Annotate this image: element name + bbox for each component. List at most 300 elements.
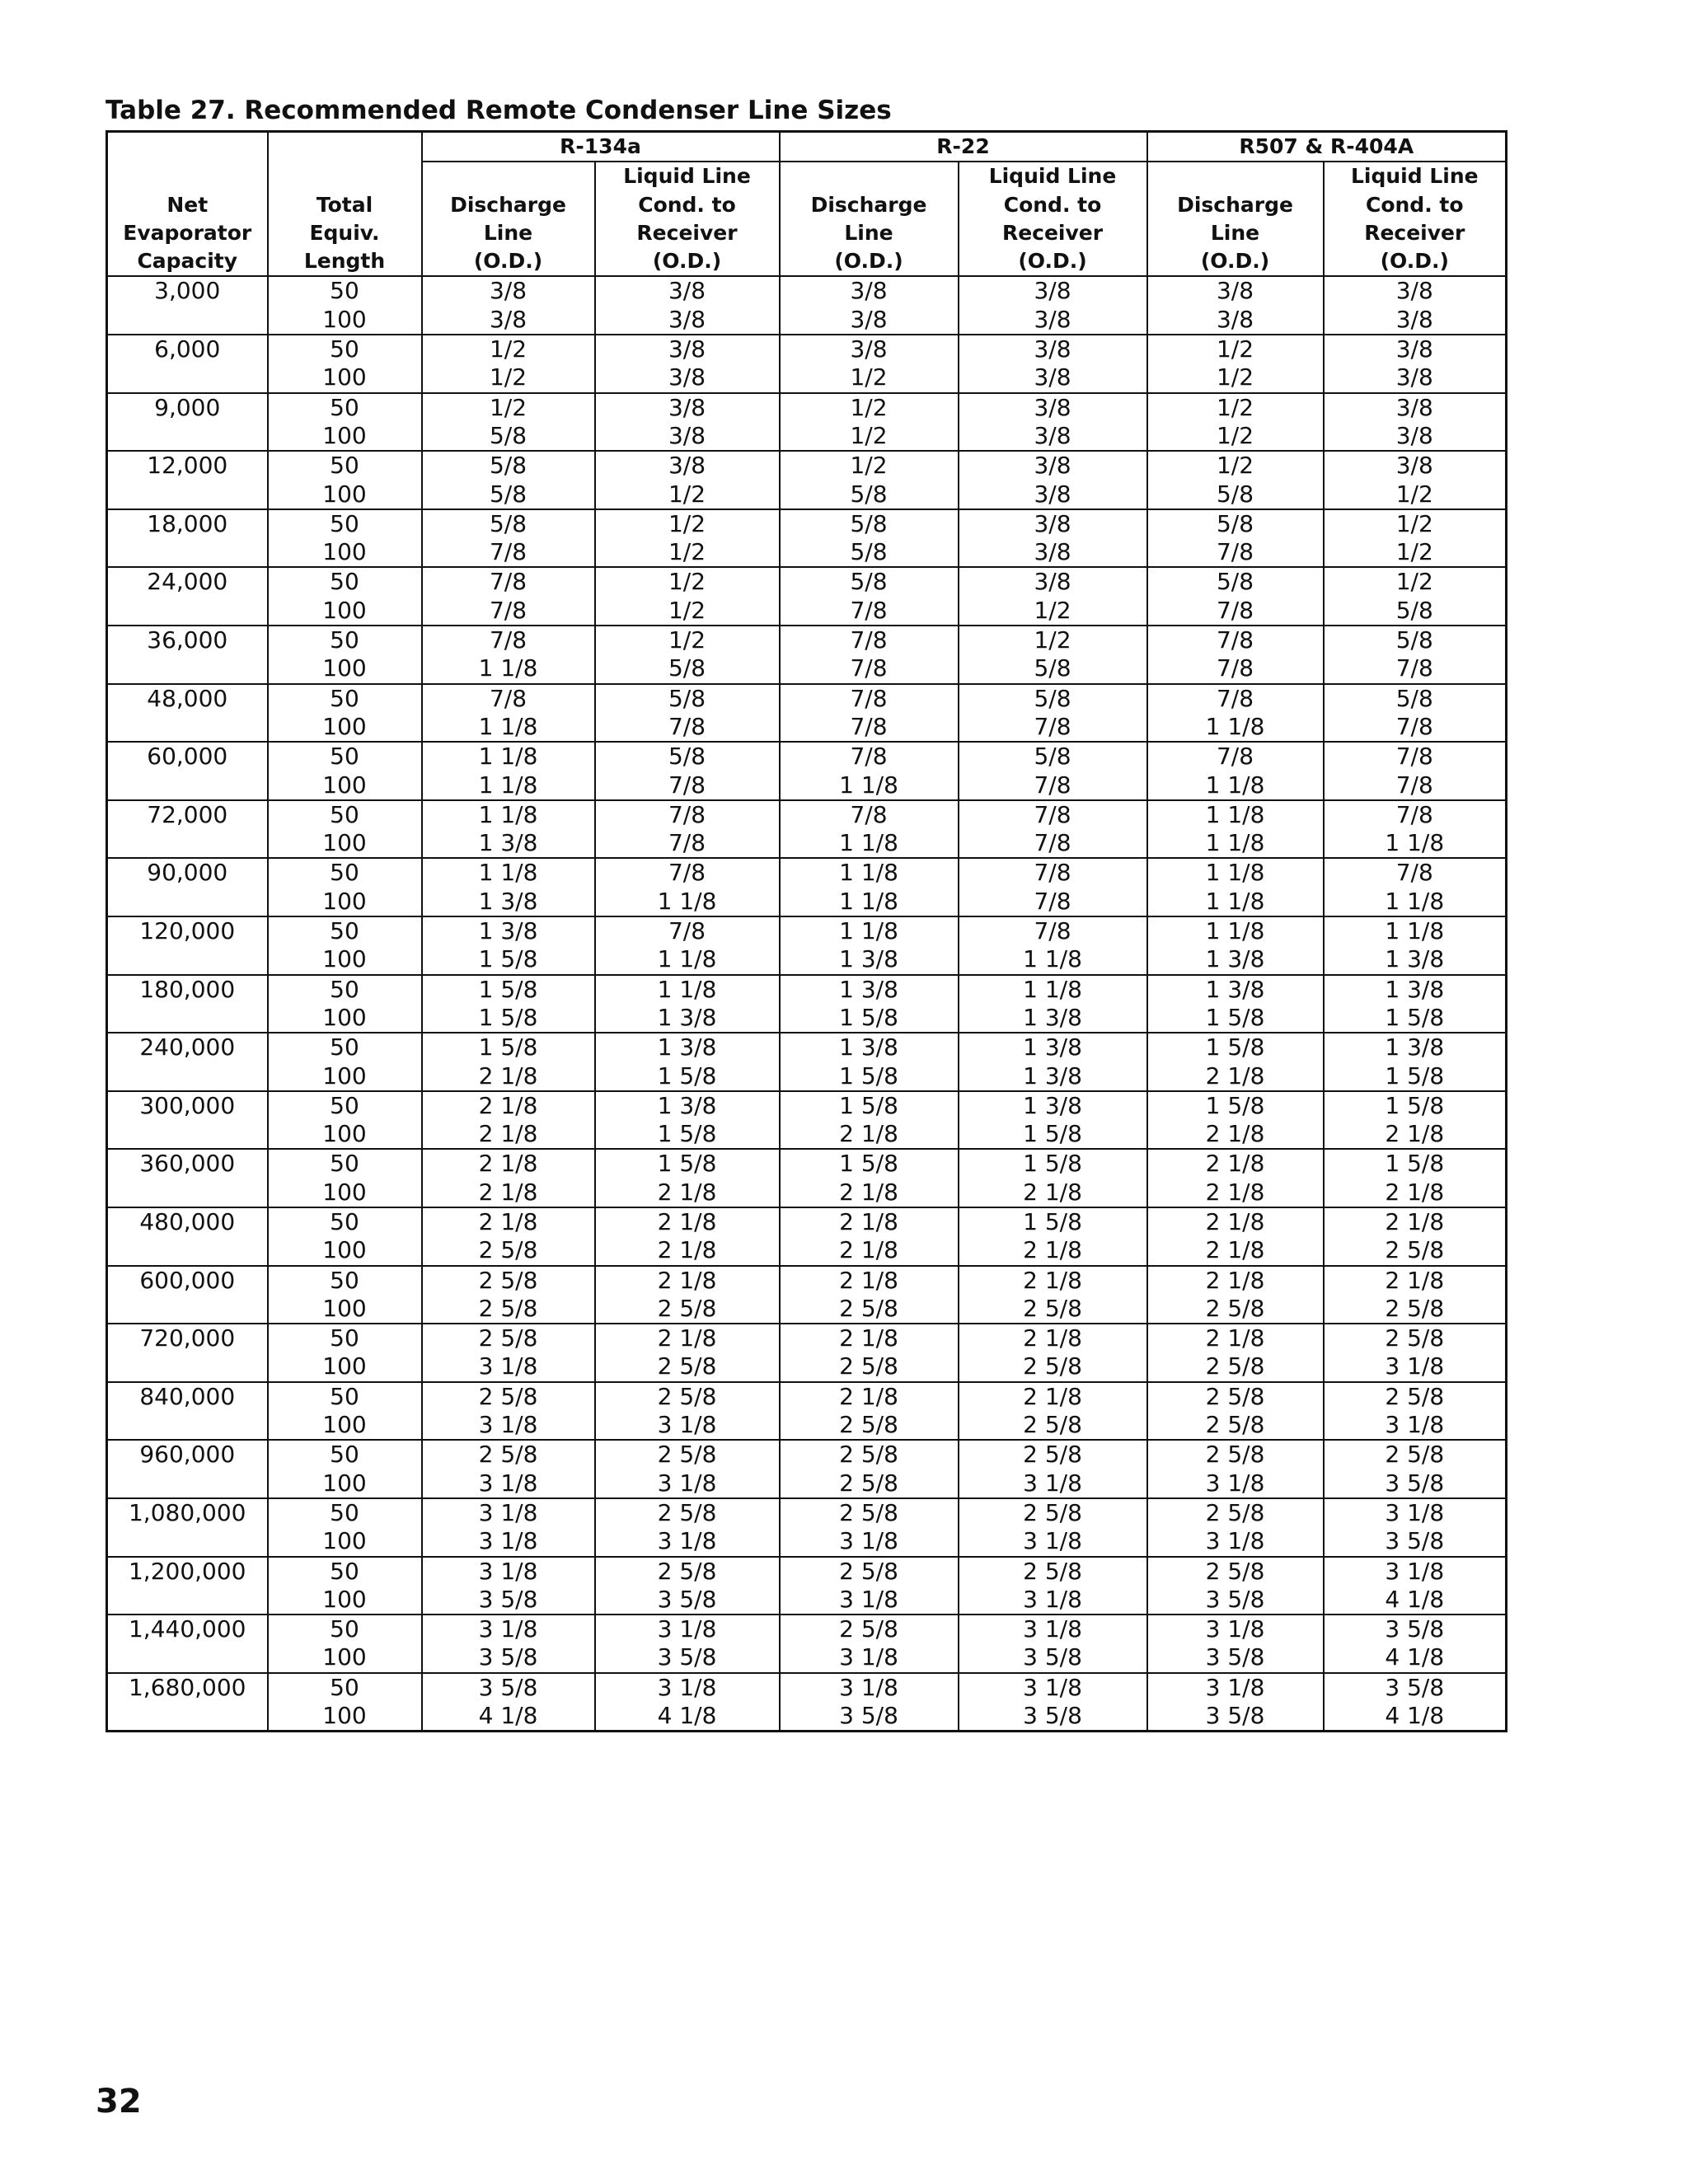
r507-discharge-cell: 3/8 — [1147, 276, 1324, 305]
r134a-liquid-cell: 7/8 — [595, 713, 780, 742]
r134a-liquid-cell: 2 5/8 — [595, 1382, 780, 1411]
col-liquid-header: Cond. to — [1324, 191, 1507, 219]
r22-liquid-cell: 2 1/8 — [959, 1266, 1147, 1295]
length-cell: 100 — [268, 1702, 422, 1732]
r507-discharge-cell: 1 1/8 — [1147, 800, 1324, 829]
r134a-discharge-cell: 3 5/8 — [422, 1643, 595, 1672]
r507-liquid-cell: 1 5/8 — [1324, 1004, 1507, 1033]
r507-liquid-cell: 1/2 — [1324, 509, 1507, 538]
col-length-header: Equiv. — [268, 219, 422, 247]
r22-discharge-cell: 7/8 — [780, 597, 959, 626]
r134a-discharge-cell: 1 5/8 — [422, 975, 595, 1004]
line-size-table — [106, 130, 1507, 1732]
r22-liquid-cell: 7/8 — [959, 800, 1147, 829]
length-cell: 50 — [268, 509, 422, 538]
r22-discharge-cell: 2 5/8 — [780, 1411, 959, 1440]
r134a-liquid-cell: 2 5/8 — [595, 1498, 780, 1527]
length-cell: 100 — [268, 1643, 422, 1672]
r22-liquid-cell: 3 1/8 — [959, 1527, 1147, 1556]
r507-liquid-cell: 2 1/8 — [1324, 1179, 1507, 1207]
table-row — [107, 480, 1507, 509]
length-cell: 50 — [268, 335, 422, 363]
col-discharge-header: Line — [780, 219, 959, 247]
capacity-cell — [107, 888, 268, 916]
r22-discharge-cell: 1 5/8 — [780, 1062, 959, 1091]
r134a-discharge-cell: 2 5/8 — [422, 1236, 595, 1265]
length-cell: 100 — [268, 945, 422, 974]
table-row — [107, 1091, 1507, 1120]
r22-discharge-cell: 1 1/8 — [780, 829, 959, 858]
r22-liquid-cell: 3/8 — [959, 422, 1147, 451]
r22-discharge-cell: 2 5/8 — [780, 1615, 959, 1643]
r134a-liquid-cell: 1/2 — [595, 509, 780, 538]
r134a-liquid-cell: 3 5/8 — [595, 1643, 780, 1672]
r134a-discharge-cell: 1 3/8 — [422, 916, 595, 945]
r22-discharge-cell: 3/8 — [780, 306, 959, 335]
r134a-discharge-cell: 1 3/8 — [422, 888, 595, 916]
length-cell: 100 — [268, 771, 422, 800]
r134a-liquid-cell: 1 1/8 — [595, 888, 780, 916]
r507-liquid-cell: 3 5/8 — [1324, 1527, 1507, 1556]
r134a-discharge-cell: 3 1/8 — [422, 1498, 595, 1527]
r507-liquid-cell: 7/8 — [1324, 742, 1507, 771]
r507-liquid-cell: 2 5/8 — [1324, 1236, 1507, 1265]
r134a-discharge-cell: 2 5/8 — [422, 1295, 595, 1324]
length-cell: 100 — [268, 597, 422, 626]
r134a-discharge-cell: 2 1/8 — [422, 1179, 595, 1207]
header-row-1 — [107, 162, 1507, 190]
r507-liquid-cell: 1 1/8 — [1324, 829, 1507, 858]
r22-discharge-cell: 2 5/8 — [780, 1557, 959, 1586]
r22-discharge-cell: 1/2 — [780, 363, 959, 392]
r507-liquid-cell: 3/8 — [1324, 393, 1507, 422]
capacity-cell — [107, 1062, 268, 1091]
r22-discharge-cell: 1 5/8 — [780, 1004, 959, 1033]
r507-liquid-cell: 3/8 — [1324, 276, 1507, 305]
r507-discharge-cell: 1/2 — [1147, 422, 1324, 451]
r22-liquid-cell: 3/8 — [959, 335, 1147, 363]
r134a-liquid-cell: 2 1/8 — [595, 1266, 780, 1295]
r22-discharge-cell: 2 1/8 — [780, 1382, 959, 1411]
r134a-discharge-cell: 2 5/8 — [422, 1440, 595, 1469]
r507-discharge-cell: 1 1/8 — [1147, 771, 1324, 800]
capacity-cell — [107, 363, 268, 392]
capacity-cell — [107, 713, 268, 742]
length-cell: 50 — [268, 1091, 422, 1120]
capacity-cell: 360,000 — [139, 1150, 236, 1178]
length-cell: 50 — [268, 1207, 422, 1236]
r22-liquid-cell: 2 5/8 — [959, 1557, 1147, 1586]
r22-discharge-cell: 2 1/8 — [780, 1120, 959, 1149]
r22-liquid-cell: 3/8 — [959, 306, 1147, 335]
r22-discharge-cell: 5/8 — [780, 480, 959, 509]
length-cell: 50 — [268, 1033, 422, 1062]
r507-discharge-cell: 3 5/8 — [1147, 1643, 1324, 1672]
table-row — [107, 1557, 1507, 1586]
r507-discharge-cell: 2 5/8 — [1147, 1382, 1324, 1411]
capacity-cell — [107, 306, 268, 335]
r22-liquid-cell: 1 5/8 — [959, 1207, 1147, 1236]
r22-discharge-cell: 2 5/8 — [780, 1469, 959, 1498]
r134a-liquid-cell: 3/8 — [595, 335, 780, 363]
r507-discharge-cell: 3 1/8 — [1147, 1615, 1324, 1643]
length-cell: 50 — [268, 1440, 422, 1469]
r134a-discharge-cell: 1 1/8 — [422, 800, 595, 829]
r134a-discharge-cell: 1 5/8 — [422, 1004, 595, 1033]
r507-liquid-cell: 3 1/8 — [1324, 1557, 1507, 1586]
table-row — [107, 1207, 1507, 1236]
table-row — [107, 1033, 1507, 1062]
length-cell: 50 — [268, 800, 422, 829]
table-row — [107, 888, 1507, 916]
r134a-liquid-cell: 7/8 — [595, 916, 780, 945]
r22-discharge-cell: 1 1/8 — [780, 888, 959, 916]
r22-liquid-cell: 7/8 — [959, 713, 1147, 742]
r134a-liquid-cell: 5/8 — [595, 684, 780, 713]
group-header-r22: R-22 — [780, 132, 1147, 162]
r134a-liquid-cell: 3/8 — [595, 393, 780, 422]
capacity-cell: 1,440,000 — [128, 1615, 246, 1643]
r22-discharge-cell: 5/8 — [780, 567, 959, 596]
table-row — [107, 306, 1507, 335]
col-discharge-header — [780, 162, 959, 190]
col-discharge-header: Line — [1147, 219, 1324, 247]
r134a-discharge-cell: 5/8 — [422, 422, 595, 451]
r134a-liquid-cell: 5/8 — [595, 654, 780, 683]
r22-liquid-cell: 1 3/8 — [959, 1004, 1147, 1033]
table-row — [107, 1498, 1507, 1527]
r22-liquid-cell: 7/8 — [959, 888, 1147, 916]
r507-discharge-cell: 7/8 — [1147, 684, 1324, 713]
r22-discharge-cell: 3 1/8 — [780, 1673, 959, 1702]
r507-liquid-cell: 1 5/8 — [1324, 1149, 1507, 1178]
r507-liquid-cell: 1 1/8 — [1324, 916, 1507, 945]
r22-discharge-cell: 3/8 — [780, 276, 959, 305]
table-row — [107, 567, 1507, 596]
r134a-discharge-cell: 4 1/8 — [422, 1702, 595, 1732]
length-cell: 50 — [268, 1498, 422, 1527]
table-row — [107, 771, 1507, 800]
capacity-cell: 240,000 — [139, 1033, 236, 1062]
r134a-liquid-cell: 1/2 — [595, 626, 780, 654]
col-capacity-header: Net — [166, 192, 209, 217]
capacity-cell — [107, 1236, 268, 1265]
r507-liquid-cell: 2 1/8 — [1324, 1120, 1507, 1149]
table-row — [107, 1120, 1507, 1149]
length-cell: 100 — [268, 1586, 422, 1615]
r507-liquid-cell: 3 5/8 — [1324, 1673, 1507, 1702]
table-row — [107, 1179, 1507, 1207]
r134a-liquid-cell: 2 5/8 — [595, 1557, 780, 1586]
capacity-cell: 720,000 — [139, 1324, 236, 1352]
r507-discharge-cell: 7/8 — [1147, 626, 1324, 654]
table-row — [107, 713, 1507, 742]
table-row — [107, 276, 1507, 305]
table-row — [107, 975, 1507, 1004]
r507-discharge-cell: 2 1/8 — [1147, 1179, 1324, 1207]
header-row-2 — [107, 191, 1507, 219]
r507-discharge-cell: 1 1/8 — [1147, 713, 1324, 742]
r134a-discharge-cell: 3/8 — [422, 306, 595, 335]
length-cell: 100 — [268, 1352, 422, 1381]
capacity-cell — [107, 1179, 268, 1207]
table-row — [107, 858, 1507, 887]
r507-discharge-cell: 2 1/8 — [1147, 1149, 1324, 1178]
r22-discharge-cell: 7/8 — [780, 713, 959, 742]
r507-discharge-cell: 3 1/8 — [1147, 1527, 1324, 1556]
table-row — [107, 451, 1507, 480]
length-cell: 50 — [268, 626, 422, 654]
r22-discharge-cell: 1/2 — [780, 422, 959, 451]
header-blank — [107, 132, 268, 162]
r507-discharge-cell: 1/2 — [1147, 451, 1324, 480]
r134a-liquid-cell: 1/2 — [595, 567, 780, 596]
refrigerant-group-row — [107, 132, 1507, 162]
r507-liquid-cell: 2 5/8 — [1324, 1382, 1507, 1411]
r22-discharge-cell: 7/8 — [780, 626, 959, 654]
r22-liquid-cell: 3/8 — [959, 363, 1147, 392]
r22-liquid-cell: 1 1/8 — [959, 945, 1147, 974]
length-cell: 100 — [268, 422, 422, 451]
r507-liquid-cell: 7/8 — [1324, 771, 1507, 800]
capacity-cell: 180,000 — [139, 975, 236, 1003]
r22-discharge-cell: 5/8 — [780, 538, 959, 567]
r507-discharge-cell: 3 5/8 — [1147, 1702, 1324, 1732]
r507-liquid-cell: 4 1/8 — [1324, 1702, 1507, 1732]
r22-discharge-cell: 1 3/8 — [780, 945, 959, 974]
r22-discharge-cell: 5/8 — [780, 509, 959, 538]
r507-liquid-cell: 2 1/8 — [1324, 1207, 1507, 1236]
r507-liquid-cell: 4 1/8 — [1324, 1643, 1507, 1672]
length-cell: 100 — [268, 1004, 422, 1033]
r507-liquid-cell: 1 3/8 — [1324, 975, 1507, 1004]
col-liquid-header: (O.D.) — [595, 247, 780, 276]
r134a-discharge-cell: 1/2 — [422, 393, 595, 422]
r507-discharge-cell: 3/8 — [1147, 306, 1324, 335]
r507-discharge-cell: 5/8 — [1147, 480, 1324, 509]
col-liquid-header: Cond. to — [959, 191, 1147, 219]
r134a-liquid-cell: 2 1/8 — [595, 1179, 780, 1207]
r22-liquid-cell: 3 1/8 — [959, 1469, 1147, 1498]
r134a-liquid-cell: 1/2 — [595, 597, 780, 626]
r507-discharge-cell: 1 5/8 — [1147, 1033, 1324, 1062]
col-liquid-header: Receiver — [595, 219, 780, 247]
r507-discharge-cell: 2 5/8 — [1147, 1557, 1324, 1586]
r507-discharge-cell: 1 3/8 — [1147, 975, 1324, 1004]
r134a-liquid-cell: 1 5/8 — [595, 1062, 780, 1091]
r134a-discharge-cell: 2 1/8 — [422, 1149, 595, 1178]
capacity-cell — [107, 945, 268, 974]
r507-liquid-cell: 3 5/8 — [1324, 1469, 1507, 1498]
r134a-liquid-cell: 3 1/8 — [595, 1411, 780, 1440]
page-title: Table 27. Recommended Remote Condenser Line Sizes — [106, 96, 892, 125]
table-row — [107, 1586, 1507, 1615]
r507-discharge-cell: 1/2 — [1147, 335, 1324, 363]
r507-discharge-cell: 2 5/8 — [1147, 1498, 1324, 1527]
r22-liquid-cell: 3 5/8 — [959, 1643, 1147, 1672]
capacity-cell: 24,000 — [147, 568, 228, 596]
r22-liquid-cell: 5/8 — [959, 654, 1147, 683]
length-cell: 100 — [268, 363, 422, 392]
length-cell: 50 — [268, 742, 422, 771]
r134a-liquid-cell: 3 1/8 — [595, 1469, 780, 1498]
r22-liquid-cell: 3/8 — [959, 451, 1147, 480]
r507-discharge-cell: 3 1/8 — [1147, 1673, 1324, 1702]
r22-liquid-cell: 1 3/8 — [959, 1062, 1147, 1091]
table-row — [107, 509, 1507, 538]
r22-discharge-cell: 1/2 — [780, 393, 959, 422]
r134a-discharge-cell: 5/8 — [422, 509, 595, 538]
r134a-discharge-cell: 3/8 — [422, 276, 595, 305]
r22-liquid-cell: 7/8 — [959, 829, 1147, 858]
r507-discharge-cell: 5/8 — [1147, 567, 1324, 596]
r507-discharge-cell: 1 1/8 — [1147, 888, 1324, 916]
table-row — [107, 1615, 1507, 1643]
r134a-discharge-cell: 1 5/8 — [422, 1033, 595, 1062]
r134a-liquid-cell: 2 1/8 — [595, 1207, 780, 1236]
length-cell: 50 — [268, 1615, 422, 1643]
r134a-liquid-cell: 7/8 — [595, 800, 780, 829]
capacity-cell: 9,000 — [154, 393, 221, 421]
r134a-liquid-cell: 2 5/8 — [595, 1352, 780, 1381]
r507-discharge-cell: 1 1/8 — [1147, 829, 1324, 858]
length-cell: 50 — [268, 916, 422, 945]
length-cell: 100 — [268, 1062, 422, 1091]
table-row — [107, 335, 1507, 363]
r22-discharge-cell: 2 1/8 — [780, 1236, 959, 1265]
r134a-liquid-cell: 2 5/8 — [595, 1295, 780, 1324]
col-capacity-header — [107, 162, 268, 190]
r134a-discharge-cell: 7/8 — [422, 626, 595, 654]
length-cell: 100 — [268, 713, 422, 742]
r22-liquid-cell: 2 1/8 — [959, 1179, 1147, 1207]
capacity-cell: 12,000 — [147, 452, 228, 480]
capacity-cell — [107, 1295, 268, 1324]
r507-discharge-cell: 7/8 — [1147, 654, 1324, 683]
r22-discharge-cell: 2 1/8 — [780, 1266, 959, 1295]
r134a-discharge-cell: 5/8 — [422, 451, 595, 480]
table-row — [107, 538, 1507, 567]
table-row — [107, 597, 1507, 626]
r22-liquid-cell: 2 1/8 — [959, 1236, 1147, 1265]
r134a-liquid-cell: 1 3/8 — [595, 1004, 780, 1033]
r22-discharge-cell: 2 5/8 — [780, 1440, 959, 1469]
r22-liquid-cell: 1/2 — [959, 626, 1147, 654]
r22-liquid-cell: 1 5/8 — [959, 1149, 1147, 1178]
r134a-discharge-cell: 3 1/8 — [422, 1469, 595, 1498]
r507-liquid-cell: 7/8 — [1324, 713, 1507, 742]
table-row — [107, 393, 1507, 422]
table-row — [107, 626, 1507, 654]
r22-discharge-cell: 1 5/8 — [780, 1091, 959, 1120]
header-row-3 — [107, 219, 1507, 247]
col-discharge-header: Discharge — [780, 191, 959, 219]
r134a-discharge-cell: 3 1/8 — [422, 1527, 595, 1556]
r22-liquid-cell: 1 5/8 — [959, 1120, 1147, 1149]
r134a-discharge-cell: 2 5/8 — [422, 1382, 595, 1411]
r507-liquid-cell: 1/2 — [1324, 567, 1507, 596]
r507-discharge-cell: 1 5/8 — [1147, 1004, 1324, 1033]
table-row — [107, 742, 1507, 771]
col-length-header: Length — [268, 247, 422, 276]
header-blank — [268, 132, 422, 162]
r507-liquid-cell: 5/8 — [1324, 626, 1507, 654]
r134a-liquid-cell: 3 1/8 — [595, 1527, 780, 1556]
r507-discharge-cell: 1 1/8 — [1147, 916, 1324, 945]
table-body — [107, 276, 1507, 1731]
capacity-cell — [107, 1352, 268, 1381]
table-row — [107, 1236, 1507, 1265]
r134a-liquid-cell: 3/8 — [595, 276, 780, 305]
capacity-cell: 36,000 — [147, 626, 228, 654]
r134a-discharge-cell: 1 3/8 — [422, 829, 595, 858]
col-liquid-header: Liquid Line — [1324, 162, 1507, 190]
r134a-discharge-cell: 1/2 — [422, 335, 595, 363]
r507-liquid-cell: 1 3/8 — [1324, 945, 1507, 974]
r507-liquid-cell: 2 5/8 — [1324, 1440, 1507, 1469]
r22-discharge-cell: 3/8 — [780, 335, 959, 363]
r134a-discharge-cell: 7/8 — [422, 684, 595, 713]
r22-liquid-cell: 7/8 — [959, 916, 1147, 945]
col-discharge-header: Discharge — [422, 191, 595, 219]
length-cell: 50 — [268, 1266, 422, 1295]
capacity-cell — [107, 654, 268, 683]
col-liquid-header: (O.D.) — [959, 247, 1147, 276]
r507-liquid-cell: 3/8 — [1324, 335, 1507, 363]
length-cell: 50 — [268, 1382, 422, 1411]
r507-discharge-cell: 2 5/8 — [1147, 1411, 1324, 1440]
capacity-cell — [107, 422, 268, 451]
col-liquid-header: (O.D.) — [1324, 247, 1507, 276]
col-discharge-header — [422, 162, 595, 190]
r507-liquid-cell: 3 1/8 — [1324, 1498, 1507, 1527]
table-row — [107, 684, 1507, 713]
col-capacity-header: Capacity — [107, 247, 268, 276]
r134a-discharge-cell: 7/8 — [422, 597, 595, 626]
capacity-cell: 300,000 — [139, 1091, 236, 1119]
r507-liquid-cell: 3/8 — [1324, 451, 1507, 480]
length-cell: 50 — [268, 1324, 422, 1352]
r22-liquid-cell: 2 5/8 — [959, 1295, 1147, 1324]
r22-liquid-cell: 3/8 — [959, 393, 1147, 422]
r507-liquid-cell: 7/8 — [1324, 654, 1507, 683]
r22-discharge-cell: 2 5/8 — [780, 1498, 959, 1527]
length-cell: 100 — [268, 1120, 422, 1149]
capacity-cell — [107, 1411, 268, 1440]
capacity-cell — [107, 1004, 268, 1033]
r507-discharge-cell: 2 1/8 — [1147, 1062, 1324, 1091]
table-row — [107, 1324, 1507, 1352]
r507-discharge-cell: 3 1/8 — [1147, 1469, 1324, 1498]
r134a-discharge-cell: 2 1/8 — [422, 1091, 595, 1120]
r134a-liquid-cell: 3 1/8 — [595, 1615, 780, 1643]
r22-liquid-cell: 5/8 — [959, 684, 1147, 713]
r22-liquid-cell: 2 1/8 — [959, 1382, 1147, 1411]
length-cell: 100 — [268, 306, 422, 335]
length-cell: 50 — [268, 975, 422, 1004]
r22-liquid-cell: 2 1/8 — [959, 1324, 1147, 1352]
r134a-discharge-cell: 2 5/8 — [422, 1266, 595, 1295]
table-row — [107, 1062, 1507, 1091]
r507-liquid-cell: 1 5/8 — [1324, 1091, 1507, 1120]
r22-discharge-cell: 1 5/8 — [780, 1149, 959, 1178]
r22-liquid-cell: 3/8 — [959, 567, 1147, 596]
r507-discharge-cell: 2 5/8 — [1147, 1295, 1324, 1324]
r507-discharge-cell: 2 1/8 — [1147, 1207, 1324, 1236]
table-row — [107, 654, 1507, 683]
length-cell: 100 — [268, 654, 422, 683]
length-cell: 100 — [268, 1295, 422, 1324]
